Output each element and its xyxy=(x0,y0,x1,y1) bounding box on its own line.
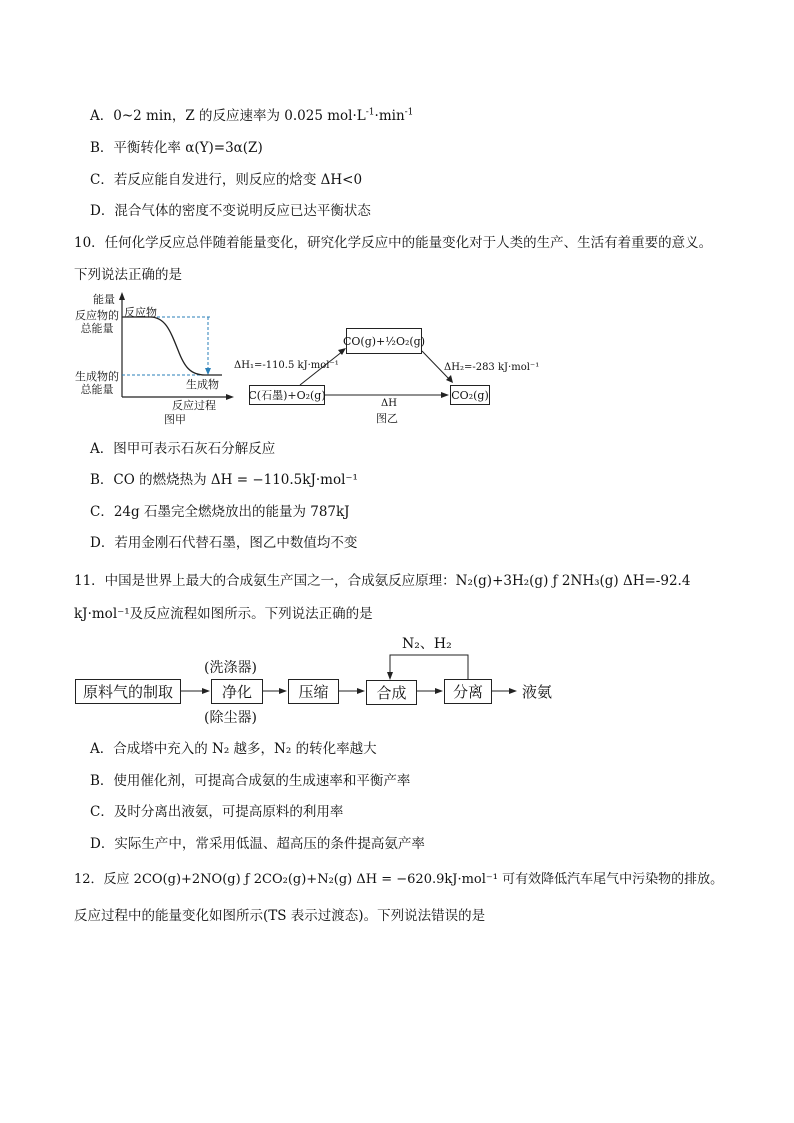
flow-step-raw-gas: 原料气的制取 xyxy=(75,679,181,704)
q11-option-b: B．使用催化剂，可提高合成氨的生成速率和平衡产率 xyxy=(90,773,411,789)
fig2-dh-label: ΔH xyxy=(381,398,397,409)
q11-stem-cont: kJ·mol⁻¹及反应流程如图所示。下列说法正确的是 xyxy=(74,606,373,622)
q10-option-d: D．若用金刚石代替石墨，图乙中数值均不变 xyxy=(90,535,358,551)
fig1-product-label: 生成物 xyxy=(186,378,219,391)
q11-option-d: D．实际生产中，常采用低温、超高压的条件提高氨产率 xyxy=(90,836,425,852)
q9-option-c: C．若反应能自发进行，则反应的焓变 ΔH<0 xyxy=(90,172,363,188)
q11-option-c: C．及时分离出液氨，可提高原料的利用率 xyxy=(90,804,344,820)
fig2-caption: 图乙 xyxy=(376,412,398,425)
fig1-reactant-energy-label: 反应物的总能量 xyxy=(75,309,119,335)
fig2-dh1-label: ΔH₁=-110.5 kJ·mol⁻¹ xyxy=(234,360,339,371)
q11-option-a: A．合成塔中充入的 N₂ 越多，N₂ 的转化率越大 xyxy=(90,741,377,757)
fig1-x-axis-label: 反应过程 xyxy=(172,399,216,412)
fig1-product-energy-label: 生成物的总能量 xyxy=(75,370,119,396)
flow-step-synthesis: 合成 xyxy=(366,680,417,705)
q11-stem: 11．中国是世界上最大的合成氨生产国之一，合成氨反应原理：N₂(g)+3H₂(g) ƒ 2NH₃(g) ΔH=-92.4 xyxy=(74,573,691,589)
flow-step2-top-label: (洗涤器) xyxy=(204,660,257,676)
q10-option-b: B．CO 的燃烧热为 ΔH = −110.5kJ·mol⁻¹ xyxy=(90,472,358,488)
fig1-y-axis-label: 能量 xyxy=(93,293,115,306)
q10-option-c: C．24g 石墨完全燃烧放出的能量为 787kJ xyxy=(90,504,350,520)
flow-step-purify: 净化 xyxy=(211,679,263,704)
q9-option-b: B．平衡转化率 α(Y)=3α(Z) xyxy=(90,140,263,156)
flow-step2-bottom-label: (除尘器) xyxy=(204,710,257,726)
q9-option-a: A．0~2 min，Z 的反应速率为 0.025 $mol\cdot L^{-1}\cdot\min^{-1}$ xyxy=(90,107,414,124)
q10-option-a: A．图甲可表示石灰石分解反应 xyxy=(90,441,276,457)
flow-step-separate: 分离 xyxy=(444,679,492,704)
flow-recycle-label: N₂、H₂ xyxy=(402,636,452,652)
q9-option-d: D．混合气体的密度不变说明反应已达平衡状态 xyxy=(90,203,371,219)
fig1-reactant-label: 反应物 xyxy=(124,306,157,319)
q10-stem-cont: 下列说法正确的是 xyxy=(74,267,182,283)
q10-stem: 10．任何化学反应总伴随着能量变化，研究化学反应中的能量变化对于人类的生产、生活有着重要的意义。 xyxy=(74,235,713,251)
q12-stem: 12．反应 2CO(g)+2NO(g) ƒ 2CO₂(g)+N₂(g) ΔH = −620.9kJ·mol⁻¹ 可有效降低汽车尾气中污染物的排放。 xyxy=(74,872,724,887)
fig2-right-box: CO₂(g) xyxy=(450,385,490,405)
fig2-dh2-label: ΔH₂=-283 kJ·mol⁻¹ xyxy=(444,362,540,373)
fig2-top-box: CO(g)+½O₂(g) xyxy=(346,328,422,354)
fig2-left-box: C(石墨)+O₂(g) xyxy=(249,385,325,405)
flow-step-compress: 压缩 xyxy=(288,679,339,704)
fig1-caption: 图甲 xyxy=(164,413,186,426)
flow-output-label: 液氨 xyxy=(522,683,553,701)
q12-stem-cont: 反应过程中的能量变化如图所示(TS 表示过渡态)。下列说法错误的是 xyxy=(74,908,486,924)
